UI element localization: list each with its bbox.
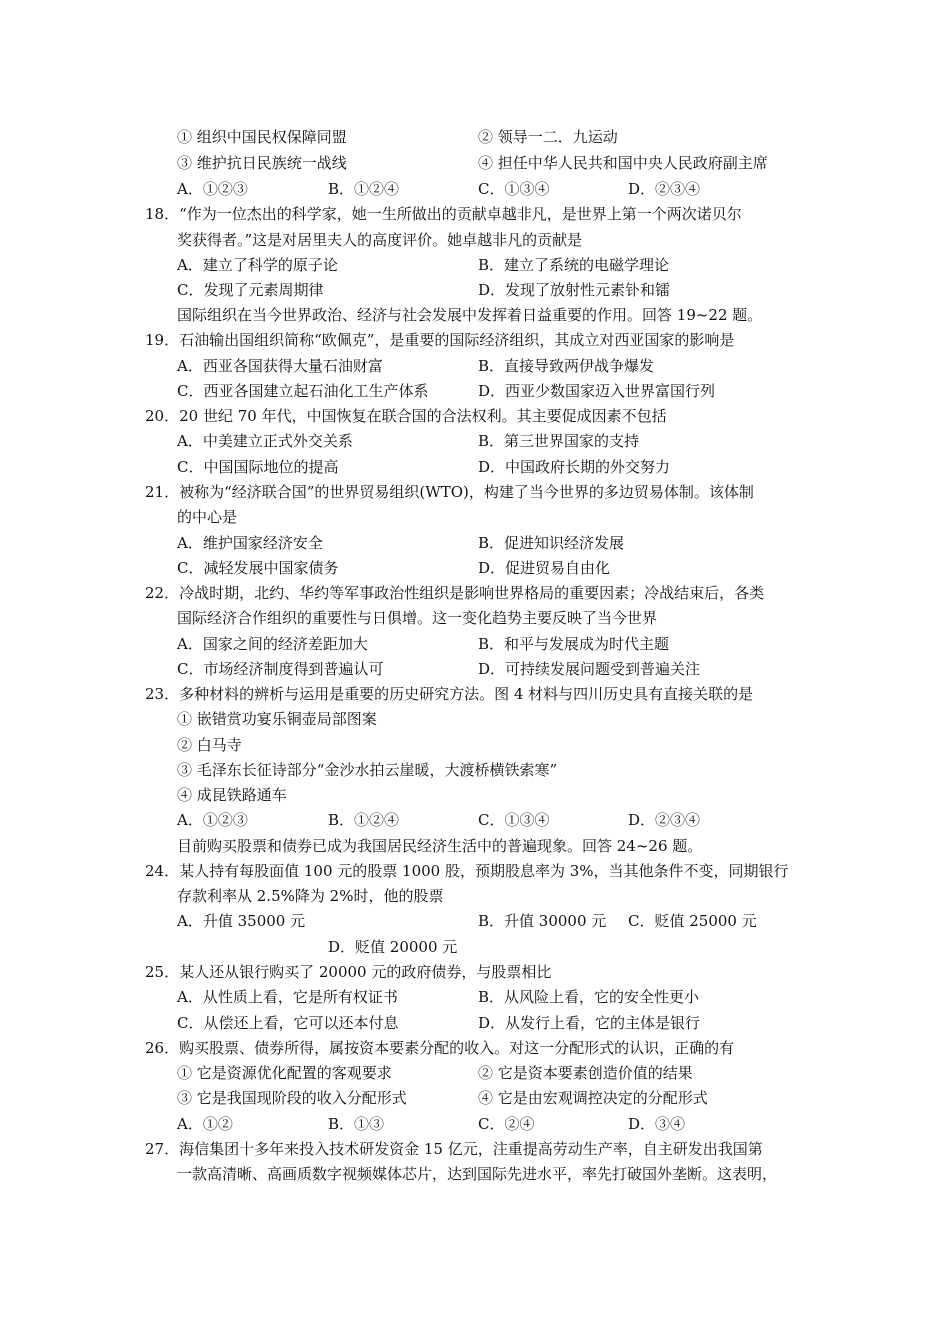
q19-choice-b: B．直接导致两伊战争爆发 xyxy=(478,357,655,375)
q18-choice-a: A．建立了科学的原子论 xyxy=(177,256,338,274)
q24-choice-b: B．升值 30000 元 xyxy=(478,912,607,930)
q23-choice-a: A．①②③ xyxy=(177,811,248,829)
q21-stem-line-1: 21．被称为“经济联合国”的世界贸易组织(WTO)，构建了当今世界的多边贸易体制。该体制 xyxy=(145,483,754,501)
q18-choice-c: C．发现了元素周期律 xyxy=(177,281,324,299)
section-intro-24-26: 目前购买股票和债券已成为我国居民经济生活中的普遍现象。回答 24~26 题。 xyxy=(177,837,703,855)
q26-option-4: ④ 它是由宏观调控决定的分配形式 xyxy=(478,1089,708,1107)
q21-choice-c: C．减轻发展中国家债务 xyxy=(177,559,339,577)
q20-choice-c: C．中国国际地位的提高 xyxy=(177,458,339,476)
q17-option-3: ③ 维护抗日民族统一战线 xyxy=(177,154,347,172)
q23-option-2: ② 白马寺 xyxy=(177,736,242,754)
q18-stem-line-1: 18．“作为一位杰出的科学家，她一生所做出的贡献卓越非凡，是世界上第一个两次诺贝尔 xyxy=(145,205,742,223)
q18-choice-d: D．发现了放射性元素钋和镭 xyxy=(478,281,671,299)
q21-stem-line-2: 的中心是 xyxy=(177,508,238,526)
q22-choice-b: B．和平与发展成为时代主题 xyxy=(478,635,670,653)
q26-choice-d: D．③④ xyxy=(628,1115,686,1133)
q24-choice-c: C．贬值 25000 元 xyxy=(628,912,757,930)
q18-stem-line-2: 奖获得者。”这是对居里夫人的高度评价。她卓越非凡的贡献是 xyxy=(177,231,583,249)
q25-choice-b: B．从风险上看，它的安全性更小 xyxy=(478,988,700,1006)
q17-option-4: ④ 担任中华人民共和国中央人民政府副主席 xyxy=(478,154,768,172)
q27-stem-line-1: 27．海信集团十多年来投入技术研发资金 15 亿元，注重提高劳动生产率，自主研发出我国第 xyxy=(145,1140,763,1158)
q25-choice-c: C．从偿还上看，它可以还本付息 xyxy=(177,1014,399,1032)
q17-option-2: ② 领导一二．九运动 xyxy=(478,128,618,146)
q23-option-4: ④ 成昆铁路通车 xyxy=(177,786,287,804)
q23-choice-b: B．①②④ xyxy=(328,811,400,829)
q22-stem-line-2: 国际经济合作组织的重要性与日俱增。这一变化趋势主要反映了当今世界 xyxy=(177,609,658,627)
q20-choice-a: A．中美建立正式外交关系 xyxy=(177,432,353,450)
q19-choice-a: A．西亚各国获得大量石油财富 xyxy=(177,357,383,375)
q26-choice-a: A．①② xyxy=(177,1115,233,1133)
q23-option-1: ① 嵌错赏功宴乐铜壶局部图案 xyxy=(177,710,377,728)
q22-choice-d: D．可持续发展问题受到普遍关注 xyxy=(478,660,701,678)
q20-choice-b: B．第三世界国家的支持 xyxy=(478,432,640,450)
q20-choice-d: D．中国政府长期的外交努力 xyxy=(478,458,671,476)
q17-option-1: ① 组织中国民权保障同盟 xyxy=(177,128,347,146)
q19-choice-d: D．西亚少数国家迈入世界富国行列 xyxy=(478,382,716,400)
q19-stem: 19．石油输出国组织简称“欧佩克”，是重要的国际经济组织，其成立对西亚国家的影响是 xyxy=(145,331,735,349)
q25-stem: 25．某人还从银行购买了 20000 元的政府债券，与股票相比 xyxy=(145,963,552,981)
q17-choice-b: B．①②④ xyxy=(328,180,400,198)
q24-stem-line-1: 24．某人持有每股面值 100 元的股票 1000 股，预期股息率为 3%，当其他条件不变，同期银行 xyxy=(145,862,789,880)
q23-option-3: ③ 毛泽东长征诗部分“金沙水拍云崖暖，大渡桥横铁索寒” xyxy=(177,761,558,779)
q25-choice-a: A．从性质上看，它是所有权证书 xyxy=(177,988,398,1006)
q27-stem-line-2: 一款高清晰、高画质数字视频媒体芯片，达到国际先进水平，率先打破国外垄断。这表明， xyxy=(177,1165,778,1183)
q26-choice-b: B．①③ xyxy=(328,1115,385,1133)
q25-choice-d: D．从发行上看，它的主体是银行 xyxy=(478,1014,701,1032)
q17-choice-d: D．②③④ xyxy=(628,180,701,198)
q21-choice-d: D．促进贸易自由化 xyxy=(478,559,611,577)
q20-stem: 20．20 世纪 70 年代，中国恢复在联合国的合法权利。其主要促成因素不包括 xyxy=(145,407,667,425)
section-intro-19-22: 国际组织在当今世界政治、经济与社会发展中发挥着日益重要的作用。回答 19~22 题。 xyxy=(177,306,763,324)
q26-stem: 26．购买股票、债券所得，属按资本要素分配的收入。对这一分配形式的认识，正确的有 xyxy=(145,1039,735,1057)
q26-choice-c: C．②④ xyxy=(478,1115,535,1133)
q21-choice-b: B．促进知识经济发展 xyxy=(478,534,625,552)
q24-stem-line-2: 存款利率从 2.5%降为 2%时，他的股票 xyxy=(177,887,444,905)
q18-choice-b: B．建立了系统的电磁学理论 xyxy=(478,256,670,274)
q24-choice-d: D．贬值 20000 元 xyxy=(328,938,458,956)
q17-choice-c: C．①③④ xyxy=(478,180,550,198)
q26-option-2: ② 它是资本要素创造价值的结果 xyxy=(478,1064,693,1082)
q23-stem: 23．多种材料的辨析与运用是重要的历史研究方法。图 4 材料与四川历史具有直接关联的是 xyxy=(145,685,754,703)
q21-choice-a: A．维护国家经济安全 xyxy=(177,534,323,552)
q19-choice-c: C．西亚各国建立起石油化工生产体系 xyxy=(177,382,429,400)
q22-stem-line-1: 22．冷战时期，北约、华约等军事政治性组织是影响世界格局的重要因素；冷战结束后，各类 xyxy=(145,584,765,602)
q26-option-1: ① 它是资源优化配置的客观要求 xyxy=(177,1064,392,1082)
q24-choice-a: A．升值 35000 元 xyxy=(177,912,306,930)
q17-choice-a: A．①②③ xyxy=(177,180,248,198)
q23-choice-d: D．②③④ xyxy=(628,811,701,829)
q26-option-3: ③ 它是我国现阶段的收入分配形式 xyxy=(177,1089,407,1107)
q22-choice-a: A．国家之间的经济差距加大 xyxy=(177,635,368,653)
q22-choice-c: C．市场经济制度得到普遍认可 xyxy=(177,660,384,678)
q23-choice-c: C．①③④ xyxy=(478,811,550,829)
